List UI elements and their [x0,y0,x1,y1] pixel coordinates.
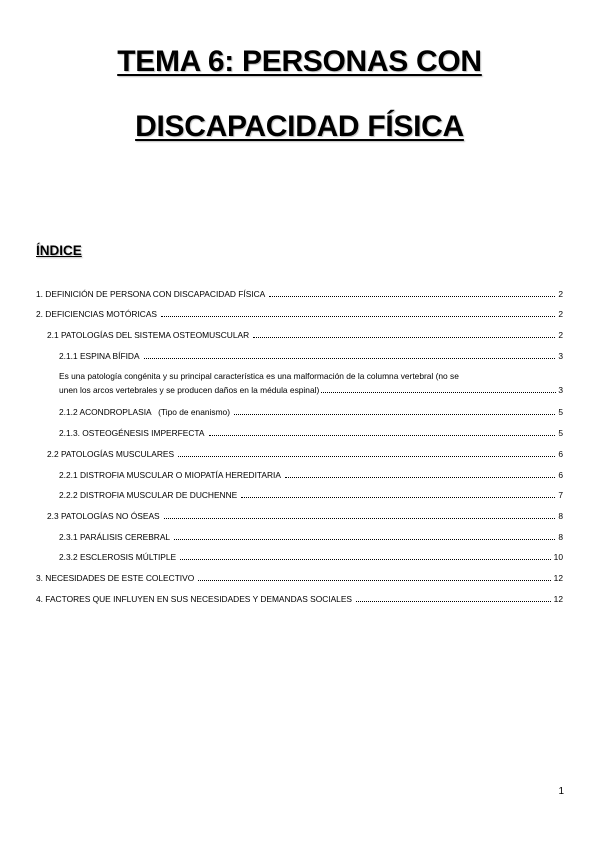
toc-entry-page: 6 [558,470,563,480]
page-number: 1 [558,786,564,797]
toc-leader [209,428,556,436]
toc-entry-label: 2.1.1 ESPINA BÍFIDA [59,351,140,361]
toc-entry[interactable] [59,351,563,362]
toc-entry-label-line1: Es una patología congénita y su principal característica es una malformación de la columna vertebral (no se [59,371,459,381]
toc-leader [269,289,555,297]
toc-leader [161,309,555,317]
toc-leader [285,470,555,478]
toc-entry-label: 2.2.1 DISTROFIA MUSCULAR O MIOPATÍA HEREDITARIA [59,470,281,480]
toc-entry-page: 5 [558,407,563,417]
toc-entry[interactable] [59,490,563,501]
toc-entry-label: 1. DEFINICIÓN DE PERSONA CON DISCAPACIDAD FÍSICA [36,289,266,299]
toc-entry-page: 2 [558,289,563,299]
toc-entry[interactable] [59,428,563,439]
toc-entry[interactable] [59,470,563,481]
toc-entry-page: 10 [553,552,563,562]
toc-entry-page: 6 [558,449,563,459]
toc-leader [178,449,555,457]
toc-leader [180,552,551,560]
toc-entry-page: 3 [558,351,563,361]
toc-entry[interactable] [36,573,563,584]
toc-entry-page: 12 [553,594,563,604]
index-heading: ÍNDICE [36,243,82,258]
toc-entry-label: 2.2 PATOLOGÍAS MUSCULARES [47,449,175,459]
toc-entry-label: 2.1 PATOLOGÍAS DEL SISTEMA OSTEOMUSCULAR [47,330,250,340]
toc-entry-page: 2 [558,309,563,319]
toc-entry-label: 2.2.2 DISTROFIA MUSCULAR DE DUCHENNE [59,490,238,500]
toc-entry[interactable] [36,309,563,320]
toc-entry-label: 2.1.2 ACONDROPLASIA (Tipo de enanismo) [59,407,230,417]
toc-entry[interactable] [47,511,563,522]
toc-entry-label: 2. DEFICIENCIAS MOTÓRICAS [36,309,157,319]
toc-entry[interactable] [47,330,563,341]
toc-entry-label: unen los arcos vertebrales y se producen daños en la médula espinal) [59,385,320,395]
toc-entry[interactable] [59,532,563,543]
toc-entry[interactable] [36,289,563,300]
toc-entry[interactable] [59,407,563,418]
toc-leader [164,511,556,519]
toc-entry-page: 3 [558,385,563,395]
toc-entry-page: 8 [558,532,563,542]
toc-entry-page: 2 [558,330,563,340]
document-title-line2: DISCAPACIDAD FÍSICA [135,110,464,143]
toc-leader [253,330,555,338]
toc-entry[interactable] [59,369,563,397]
toc-entry-page: 7 [558,490,563,500]
toc-entry[interactable] [59,552,563,563]
toc-leader [198,573,550,581]
toc-leader [174,532,555,540]
toc-entry-label: 2.3.2 ESCLEROSIS MÚLTIPLE [59,552,177,562]
toc-leader [321,385,556,393]
toc-entry[interactable] [47,449,563,460]
toc-leader [356,594,551,602]
toc-leader [234,407,555,415]
toc-leader [241,490,555,498]
toc-entry-page: 5 [558,428,563,438]
document-title-line1: TEMA 6: PERSONAS CON [117,45,482,78]
toc-entry-label: 2.3 PATOLOGÍAS NO ÓSEAS [47,511,160,521]
toc-entry-label: 2.3.1 PARÁLISIS CEREBRAL [59,532,171,542]
toc-entry-page: 12 [553,573,563,583]
toc-entry[interactable] [36,594,563,605]
toc-entry-page: 8 [558,511,563,521]
toc-leader [144,351,556,359]
toc-entry-label: 3. NECESIDADES DE ESTE COLECTIVO [36,573,195,583]
toc-entry-label: 4. FACTORES QUE INFLUYEN EN SUS NECESIDADES Y DEMANDAS SOCIALES [36,594,353,604]
toc-entry-label: 2.1.3. OSTEOGÉNESIS IMPERFECTA [59,428,205,438]
